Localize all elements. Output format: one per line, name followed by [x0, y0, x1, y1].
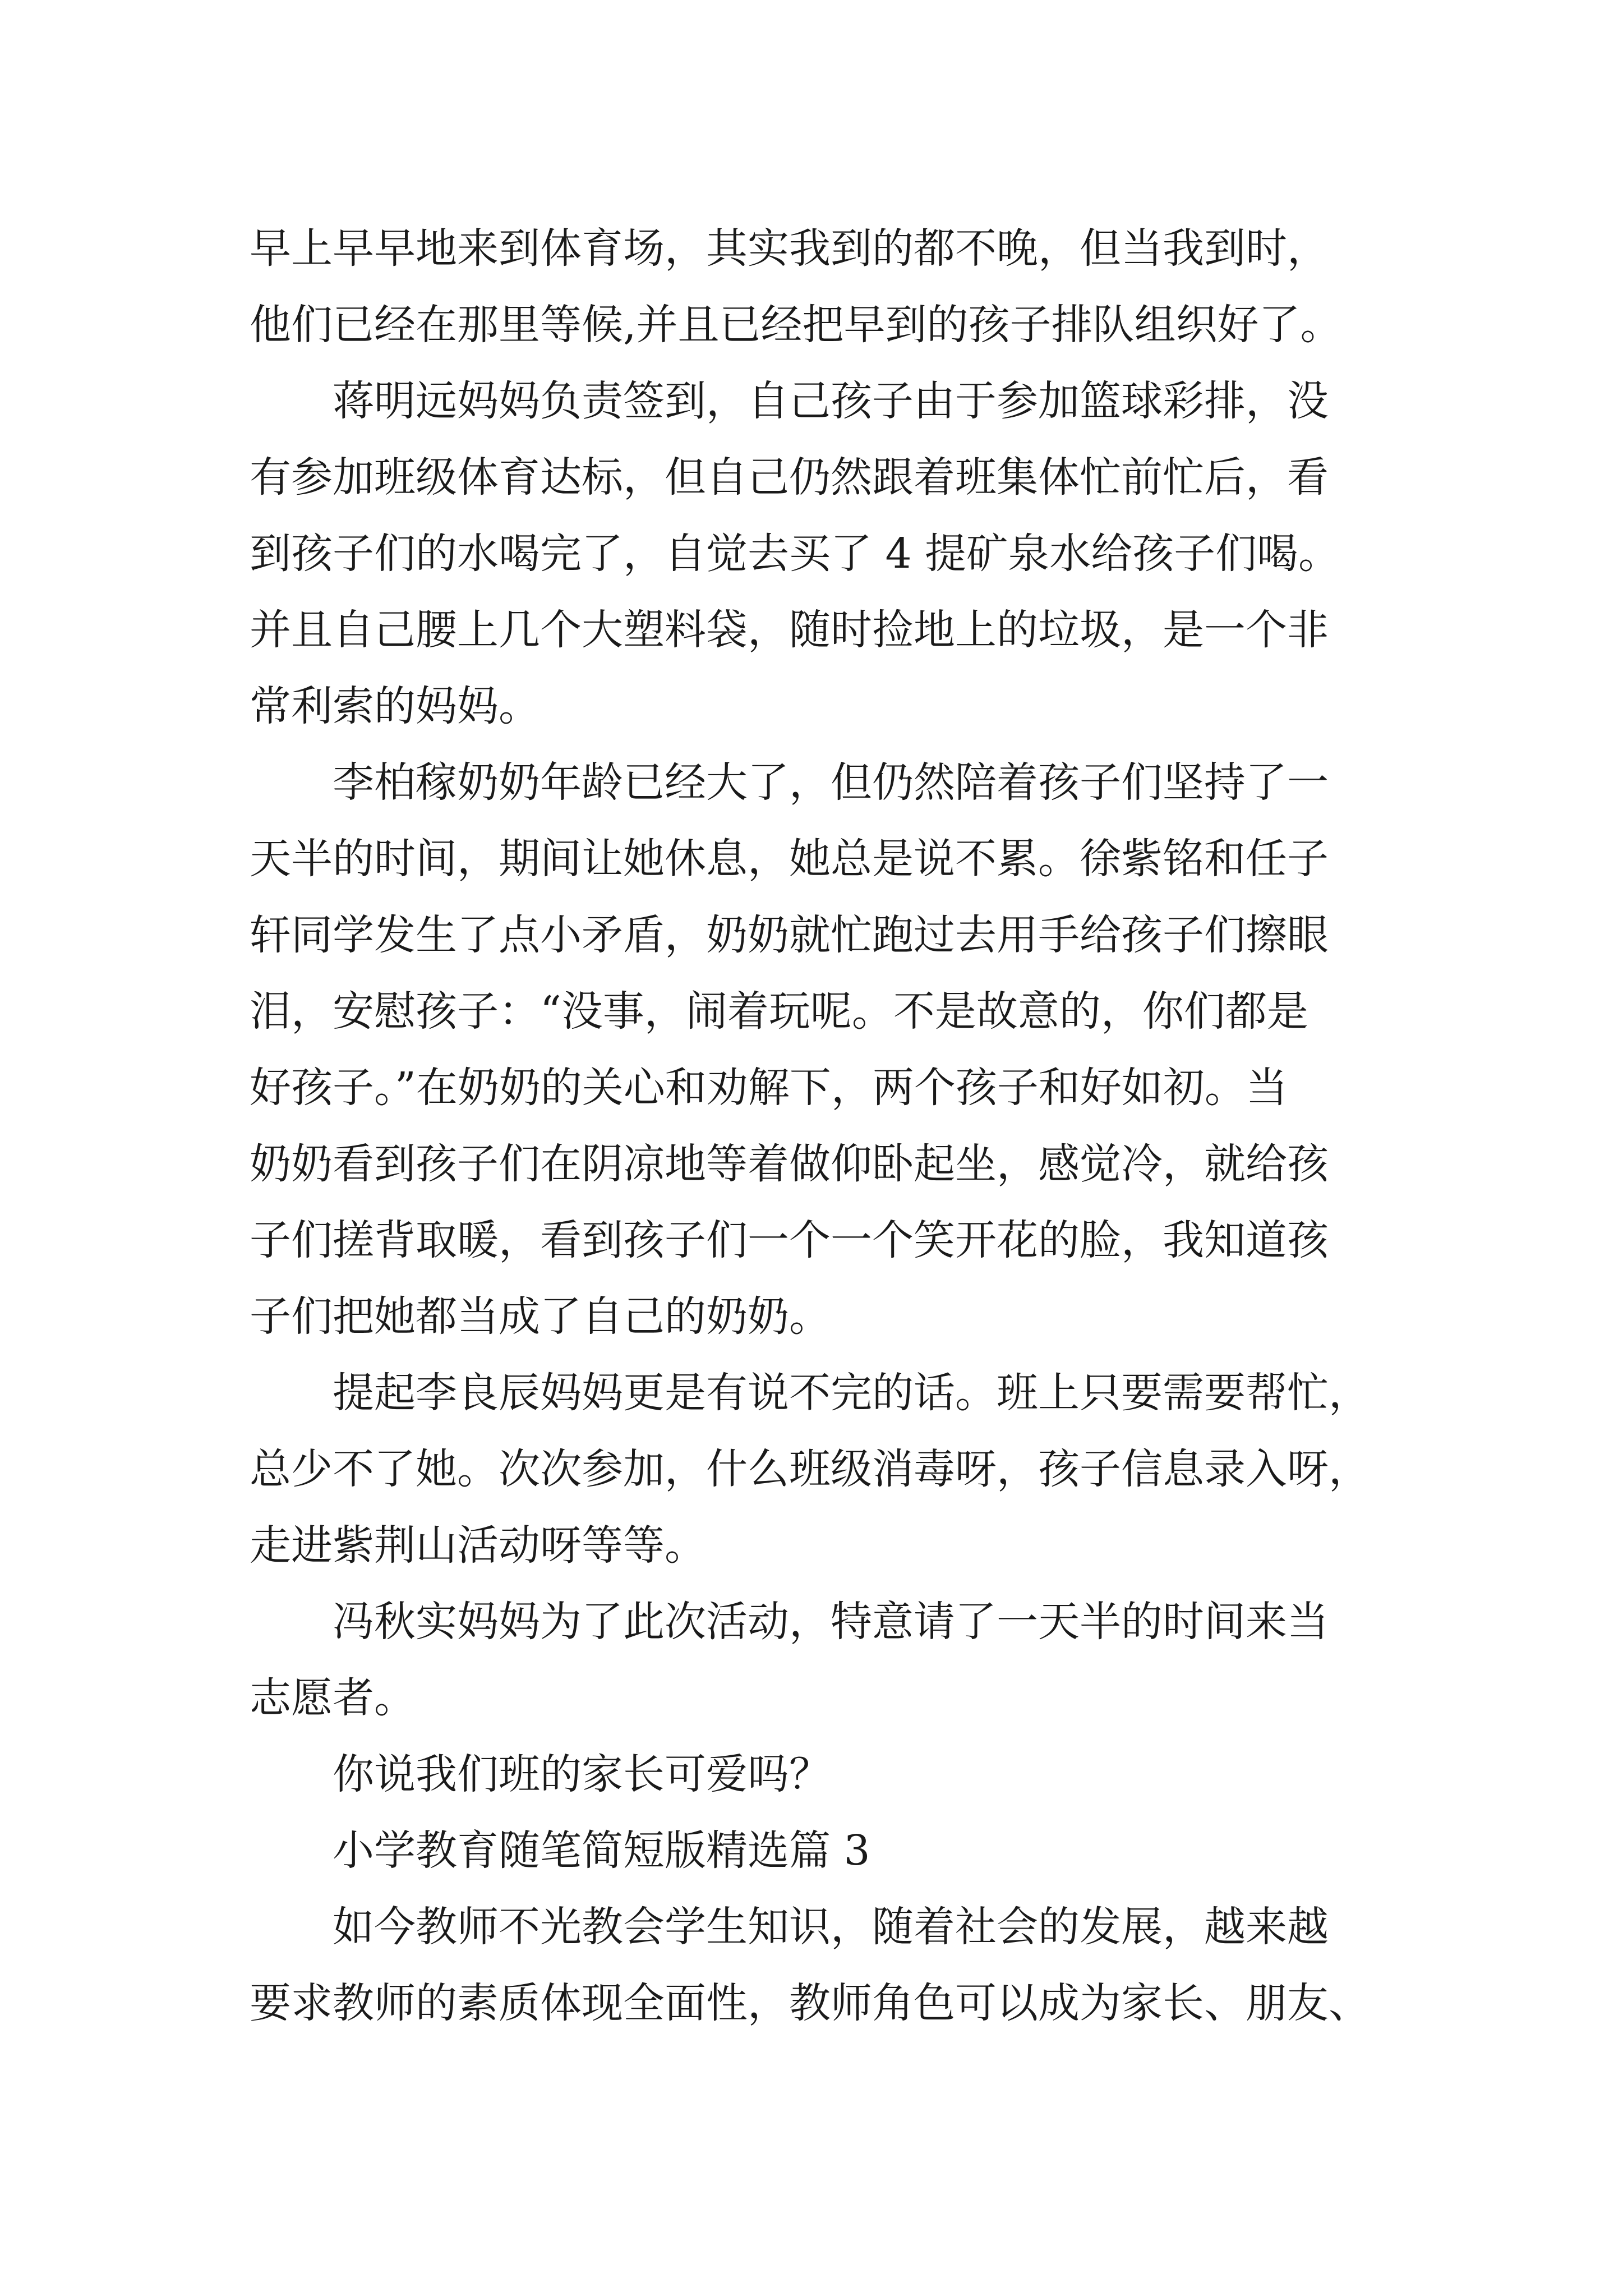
text-line: 轩同学发生了点小矛盾，奶奶就忙跑过去用手给孩子们擦眼 [250, 911, 1329, 959]
text-line: 天半的时间，期间让她休息，她总是说不累。徐紫铭和任子 [250, 835, 1329, 883]
text-line: 早上早早地来到体育场，其实我到的都不晚，但当我到时， [250, 224, 1329, 273]
text-line: 奶奶看到孩子们在阴凉地等着做仰卧起坐，感觉冷，就给孩 [250, 1140, 1329, 1188]
document-body [250, 210, 1371, 2041]
text-line: 到孩子们的水喝完了，自觉去买了 4 提矿泉水给孩子们喝。 [250, 530, 1340, 578]
text-line: 子们把她都当成了自己的奶奶。 [250, 1292, 831, 1341]
text-line: 好孩子。”在奶奶的关心和劝解下，两个孩子和好如初。当 [250, 1064, 1288, 1112]
text-line: 并且自己腰上几个大塑料袋，随时捡地上的垃圾，是一个非 [250, 606, 1329, 654]
text-line: 蒋明远妈妈负责签到，自己孩子由于参加篮球彩排，没 [333, 377, 1329, 425]
text-line: 他们已经在那里等候,并且已经把早到的孩子排队组织好了。 [250, 301, 1342, 349]
section-heading: 小学教育随笔简短版精选篇 3 [333, 1826, 870, 1875]
text-line: 提起李良辰妈妈更是有说不完的话。班上只要需要帮忙， [333, 1369, 1370, 1417]
text-line: 子们搓背取暖，看到孩子们一个一个笑开花的脸，我知道孩 [250, 1216, 1329, 1264]
text-line: 冯秋实妈妈为了此次活动，特意请了一天半的时间来当 [333, 1598, 1329, 1646]
text-line: 总少不了她。次次参加，什么班级消毒呀，孩子信息录入呀， [250, 1445, 1370, 1493]
text-line: 志愿者。 [250, 1674, 416, 1722]
text-line: 如今教师不光教会学生知识，随着社会的发展，越来越 [333, 1903, 1329, 1951]
text-line: 有参加班级体育达标，但自己仍然跟着班集体忙前忙后，看 [250, 453, 1329, 501]
text-line: 泪，安慰孩子：“没事，闹着玩呢。不是故意的，你们都是 [250, 987, 1308, 1036]
text-line: 李柏稼奶奶年龄已经大了，但仍然陪着孩子们坚持了一 [333, 758, 1329, 807]
text-line: 常利索的妈妈。 [250, 682, 540, 730]
text-line: 走进紫荆山活动呀等等。 [250, 1521, 706, 1570]
text-line: 要求教师的素质体现全面性，教师角色可以成为家长、朋友、 [250, 1979, 1370, 2027]
text-line: 你说我们班的家长可爱吗？ [333, 1750, 831, 1798]
